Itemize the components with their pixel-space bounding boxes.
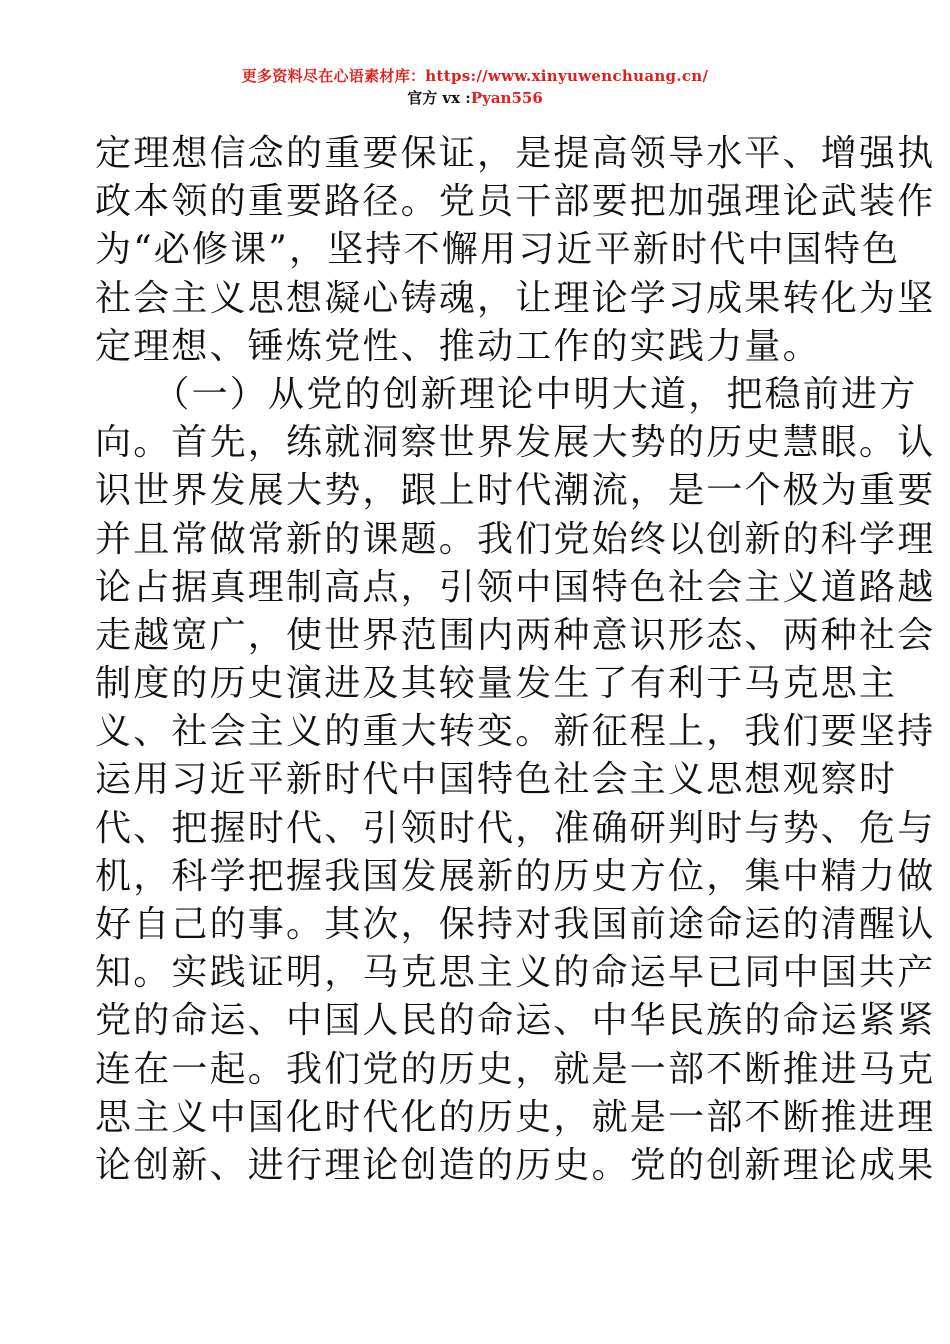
document-body [95,130,936,1190]
page-header [0,66,950,108]
body-line: 识世界发展大势，跟上时代潮流，是一个极为重要 [95,470,936,512]
body-line: 定理想、锤炼党性、推动工作的实践力量。 [95,325,821,367]
header-contact-value: Pyan556 [470,89,543,107]
body-line: 并且常做常新的课题。我们党始终以创新的科学理 [95,518,936,560]
body-line: 政本领的重要路径。党员干部要把加强理论武装作 [95,181,936,223]
body-line: 制度的历史演进及其较量发生了有利于马克思主 [95,663,898,705]
body-line: 走越宽广，使世界范围内两种意识形态、两种社会 [95,614,936,656]
body-line: 为“必修课”，坚持不懈用习近平新时代中国特色 [95,229,901,271]
body-line: 代、把握时代、引领时代，准确研判时与势、危与 [95,807,936,849]
body-line: 论占据真理制高点，引领中国特色社会主义道路越 [95,566,936,608]
header-contact-label: 官方 vx : [407,89,471,107]
body-line: 论创新、进行理论创造的历史。党的创新理论成果 [95,1144,936,1186]
body-line: 党的命运、中国人民的命运、中华民族的命运紧紧 [95,1000,936,1042]
body-line: 定理想信念的重要保证，是提高领导水平、增强执 [95,133,936,174]
header-source-line: 更多资料尽在心语素材库：https://www.xinyuwenchuang.cn/ [241,67,709,85]
body-line: 连在一起。我们党的历史，就是一部不断推进马克 [95,1048,936,1090]
body-line: 好自己的事。其次，保持对我国前途命运的清醒认 [95,904,936,945]
body-line: 向。首先，练就洞察世界发展大势的历史慧眼。认 [95,422,936,464]
body-line: 义、社会主义的重大转变。新征程上，我们要坚持 [95,711,936,753]
body-line: 运用习近平新时代中国特色社会主义思想观察时 [95,759,898,801]
body-line: （一）从党的创新理论中明大道，把稳前进方 [95,373,918,415]
header-contact-line [0,88,950,108]
body-line: 知。实践证明，马克思主义的命运早已同中国共产 [95,952,936,994]
body-line: 机，科学把握我国发展新的历史方位，集中精力做 [95,855,936,897]
body-line: 思主义中国化时代化的历史，就是一部不断推进理 [95,1096,936,1138]
body-line: 社会主义思想凝心铸魂，让理论学习成果转化为坚 [95,277,936,319]
